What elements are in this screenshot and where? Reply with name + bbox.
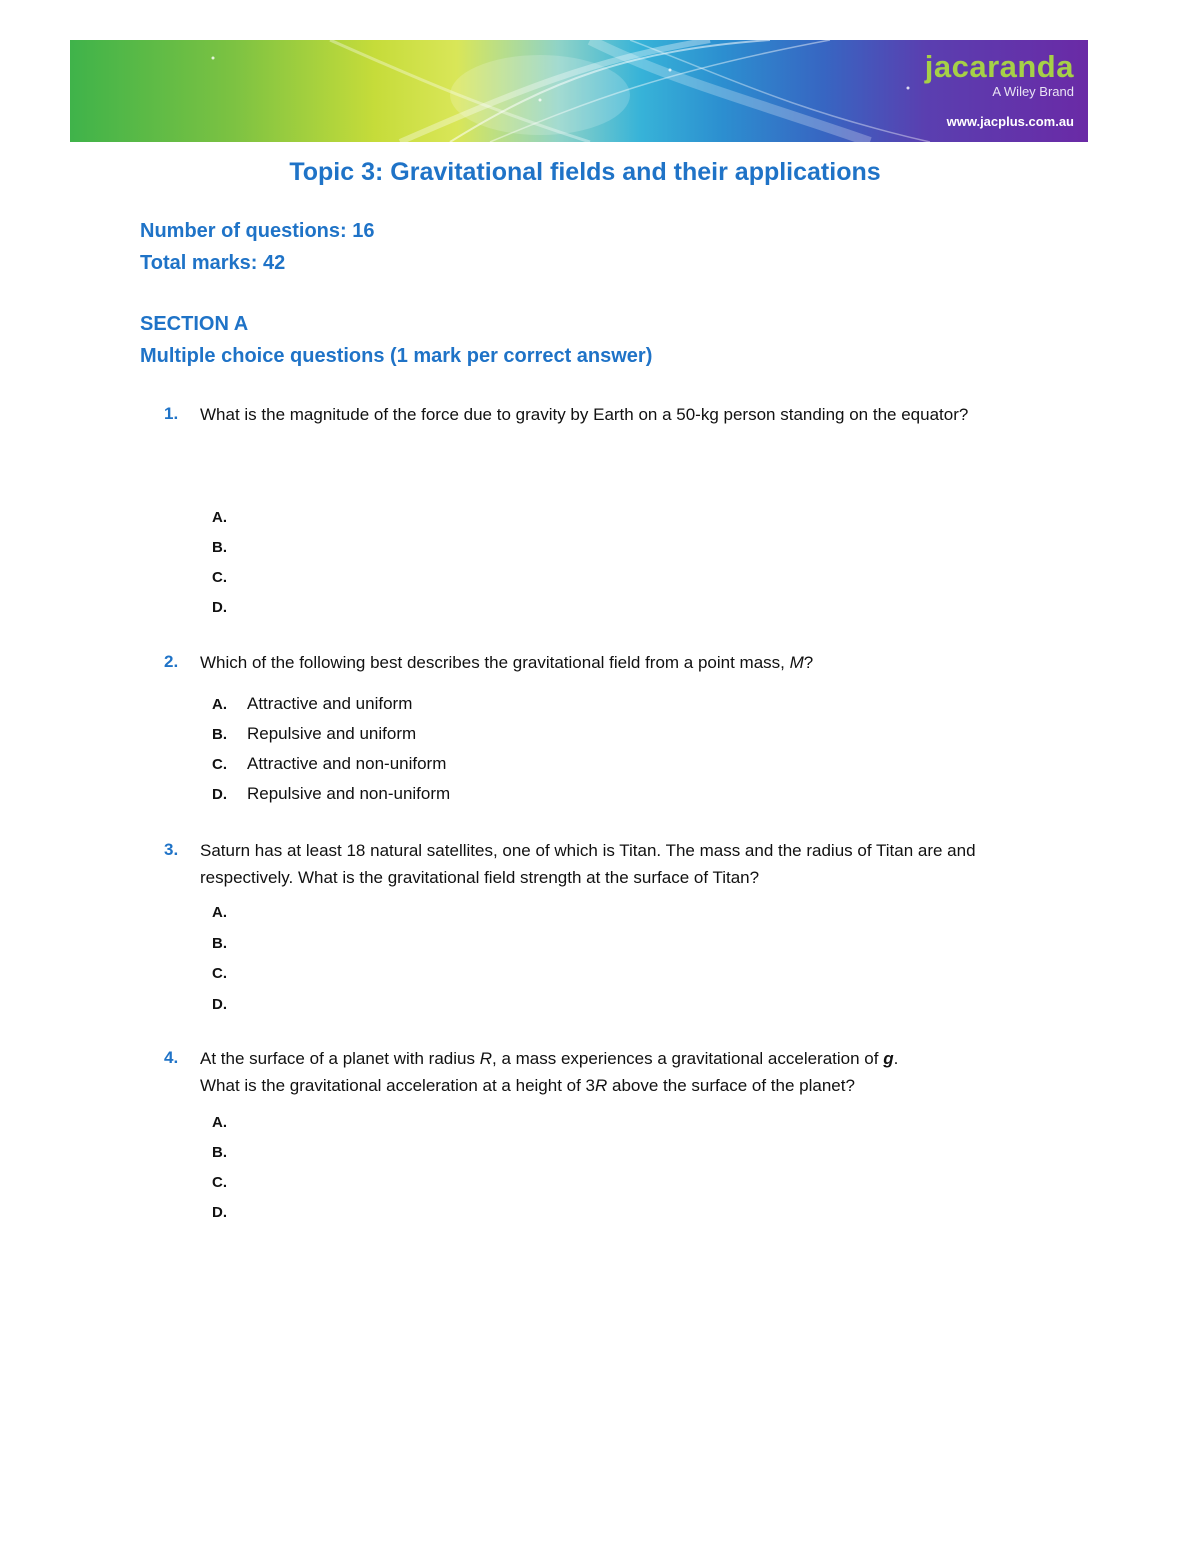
- question-text: Saturn has at least 18 natural satellites, one of which is Titan. The mass and the radius of Titan are and respectively. What is the gravitational field strength at the surface of Titan?: [200, 841, 976, 887]
- option-letter: B.: [212, 935, 227, 952]
- question-number: 1.: [164, 404, 179, 423]
- question-number: 4.: [164, 1048, 179, 1067]
- option-letter: A.: [212, 509, 227, 526]
- option-a[interactable]: [212, 692, 412, 717]
- question-number: 3.: [164, 840, 179, 859]
- option-letter: D.: [212, 996, 227, 1013]
- option-b[interactable]: [212, 722, 416, 747]
- option-letter: D.: [212, 786, 227, 803]
- option-letter: A.: [212, 696, 227, 713]
- option-c[interactable]: [212, 565, 247, 590]
- option-letter: B.: [212, 1144, 227, 1161]
- option-letter: D.: [212, 1204, 227, 1221]
- option-letter: C.: [212, 1174, 227, 1191]
- option-d[interactable]: [212, 595, 247, 620]
- option-b[interactable]: [212, 931, 247, 956]
- brand-tagline: A Wiley Brand: [992, 84, 1074, 99]
- question-text: At the surface of a planet with radius R, a mass experiences a gravitational acceleration of g. What is the gravitational acceleration at a height of 3R above the surface of the planet?: [200, 1049, 899, 1095]
- brand-logo: jacaranda: [924, 49, 1074, 84]
- option-letter: A.: [212, 1114, 227, 1131]
- option-b[interactable]: [212, 1140, 247, 1165]
- option-letter: C.: [212, 965, 227, 982]
- brand-block: [925, 50, 1074, 130]
- question-text: What is the magnitude of the force due to gravity by Earth on a 50-kg person standing on the equator?: [200, 405, 969, 424]
- option-letter: A.: [212, 904, 227, 921]
- option-b[interactable]: [212, 535, 247, 560]
- option-a[interactable]: [212, 900, 247, 925]
- option-c[interactable]: [212, 961, 247, 986]
- option-c[interactable]: [212, 752, 446, 777]
- option-c[interactable]: [212, 1170, 247, 1195]
- header-banner: [70, 40, 1088, 142]
- number-of-questions: Number of questions: 16: [140, 220, 375, 242]
- page-title: Topic 3: Gravitational fields and their applications: [289, 158, 881, 186]
- option-d[interactable]: [212, 1200, 247, 1225]
- option-text: Attractive and non-uniform: [247, 754, 447, 773]
- total-marks: Total marks: 42: [140, 252, 286, 274]
- section-subheading: Multiple choice questions (1 mark per correct answer): [140, 345, 653, 367]
- section-heading: SECTION A: [140, 313, 249, 335]
- question-number: 2.: [164, 652, 179, 671]
- option-letter: B.: [212, 539, 227, 556]
- option-letter: D.: [212, 599, 227, 616]
- option-letter: C.: [212, 756, 227, 773]
- option-text: Repulsive and uniform: [247, 724, 417, 743]
- option-a[interactable]: [212, 1110, 247, 1135]
- option-d[interactable]: [212, 992, 247, 1017]
- option-letter: C.: [212, 569, 227, 586]
- brand-url: www.jacplus.com.au: [946, 114, 1074, 129]
- option-letter: B.: [212, 726, 227, 743]
- question-text: Which of the following best describes the gravitational field from a point mass, M?: [200, 653, 814, 672]
- option-a[interactable]: [212, 505, 247, 530]
- option-text: Attractive and uniform: [247, 694, 413, 713]
- option-text: Repulsive and non-uniform: [247, 784, 451, 803]
- option-d[interactable]: [212, 782, 450, 807]
